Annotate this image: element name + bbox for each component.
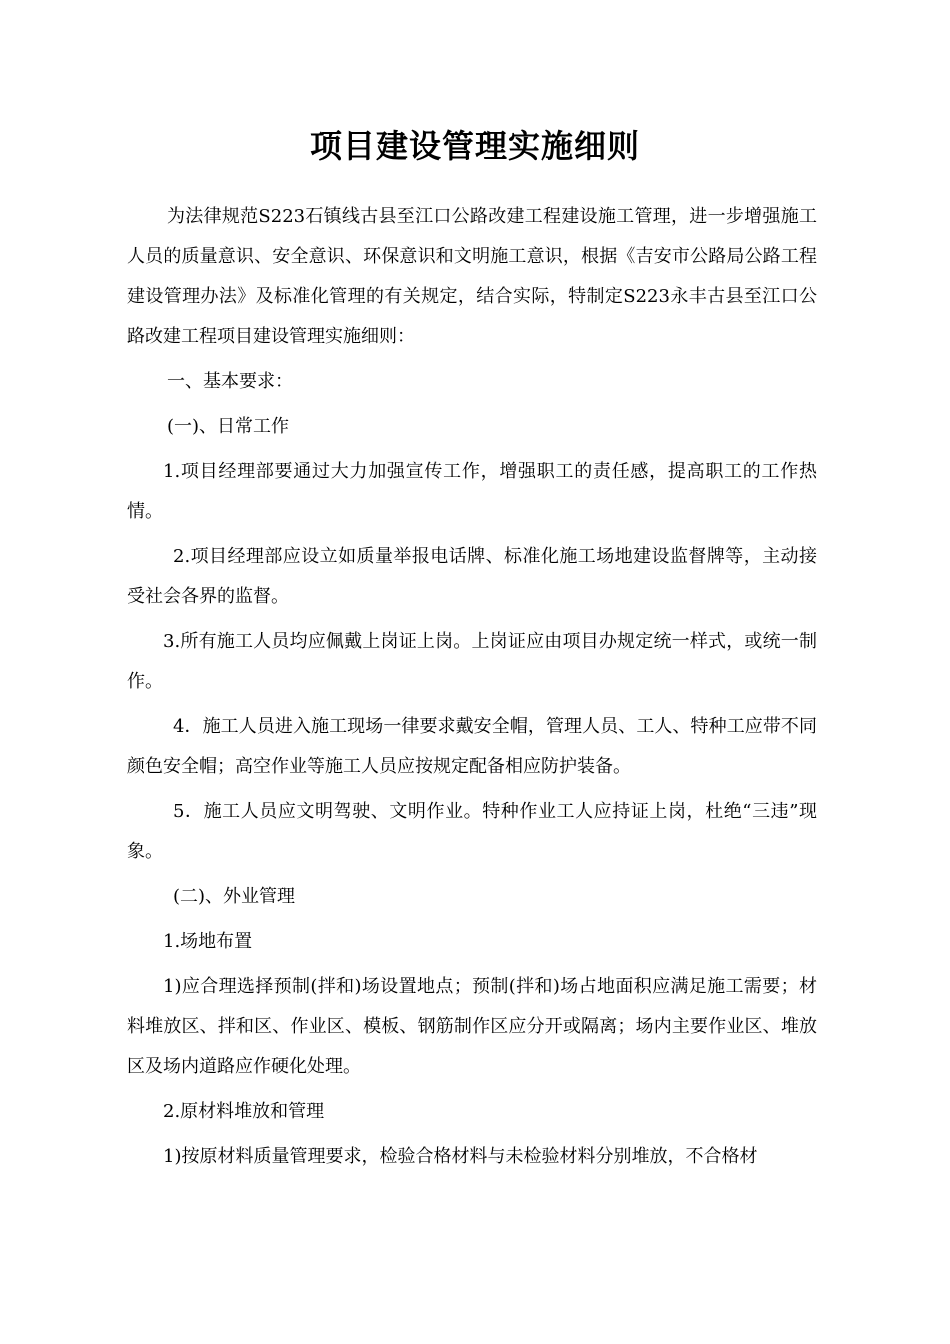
- paragraph-material-storage: 1)按原材料质量管理要求，检验合格材料与未检验材料分别堆放，不合格材: [163, 1146, 758, 1167]
- document-body: [127, 197, 817, 1182]
- heading-site-layout: 1.场地布置: [163, 931, 253, 952]
- paragraph-item-5: 5．施工人员应文明驾驶、文明作业。特种作业工人应持证上岗，杜绝“三违”现象。: [127, 801, 817, 862]
- heading-field-management: (二)、外业管理: [173, 886, 296, 907]
- paragraph-item-1: 1.项目经理部要通过大力加强宣传工作，增强职工的责任感，提高职工的工作热情。: [127, 461, 817, 522]
- paragraph-item-3: 3.所有施工人员均应佩戴上岗证上岗。上岗证应由项目办规定统一样式，或统一制作。: [127, 631, 817, 692]
- document-title: 项目建设管理实施细则: [309, 127, 640, 165]
- paragraph-item-2: 2.项目经理部应设立如质量举报电话牌、标准化施工场地建设监督牌等，主动接受社会各界的监督。: [127, 546, 817, 607]
- paragraph-item-4: 4．施工人员进入施工现场一律要求戴安全帽，管理人员、工人、特种工应带不同颜色安全帽；高空作业等施工人员应按规定配备相应防护装备。: [127, 716, 817, 777]
- heading-daily-work: (一)、日常工作: [167, 416, 290, 437]
- heading-basic-requirements: 一、基本要求：: [167, 371, 293, 392]
- paragraph-intro: 为法律规范S223石镇线古县至江口公路改建工程建设施工管理，进一步增强施工人员的质量意识、安全意识、环保意识和文明施工意识，根据《吉安市公路局公路工程建设管理办法》及标准化管理的有关规定，结合实际，特制定S223永丰古县至江口公路改建工程项目建设管理实施细则：: [127, 206, 817, 347]
- paragraph-site-layout: 1)应合理选择预制(拌和)场设置地点；预制(拌和)场占地面积应满足施工需要；材料堆放区、拌和区、作业区、模板、钢筋制作区应分开或隔离；场内主要作业区、堆放区及场内道路应作硬化处理。: [127, 976, 817, 1077]
- heading-material-storage: 2.原材料堆放和管理: [163, 1101, 325, 1122]
